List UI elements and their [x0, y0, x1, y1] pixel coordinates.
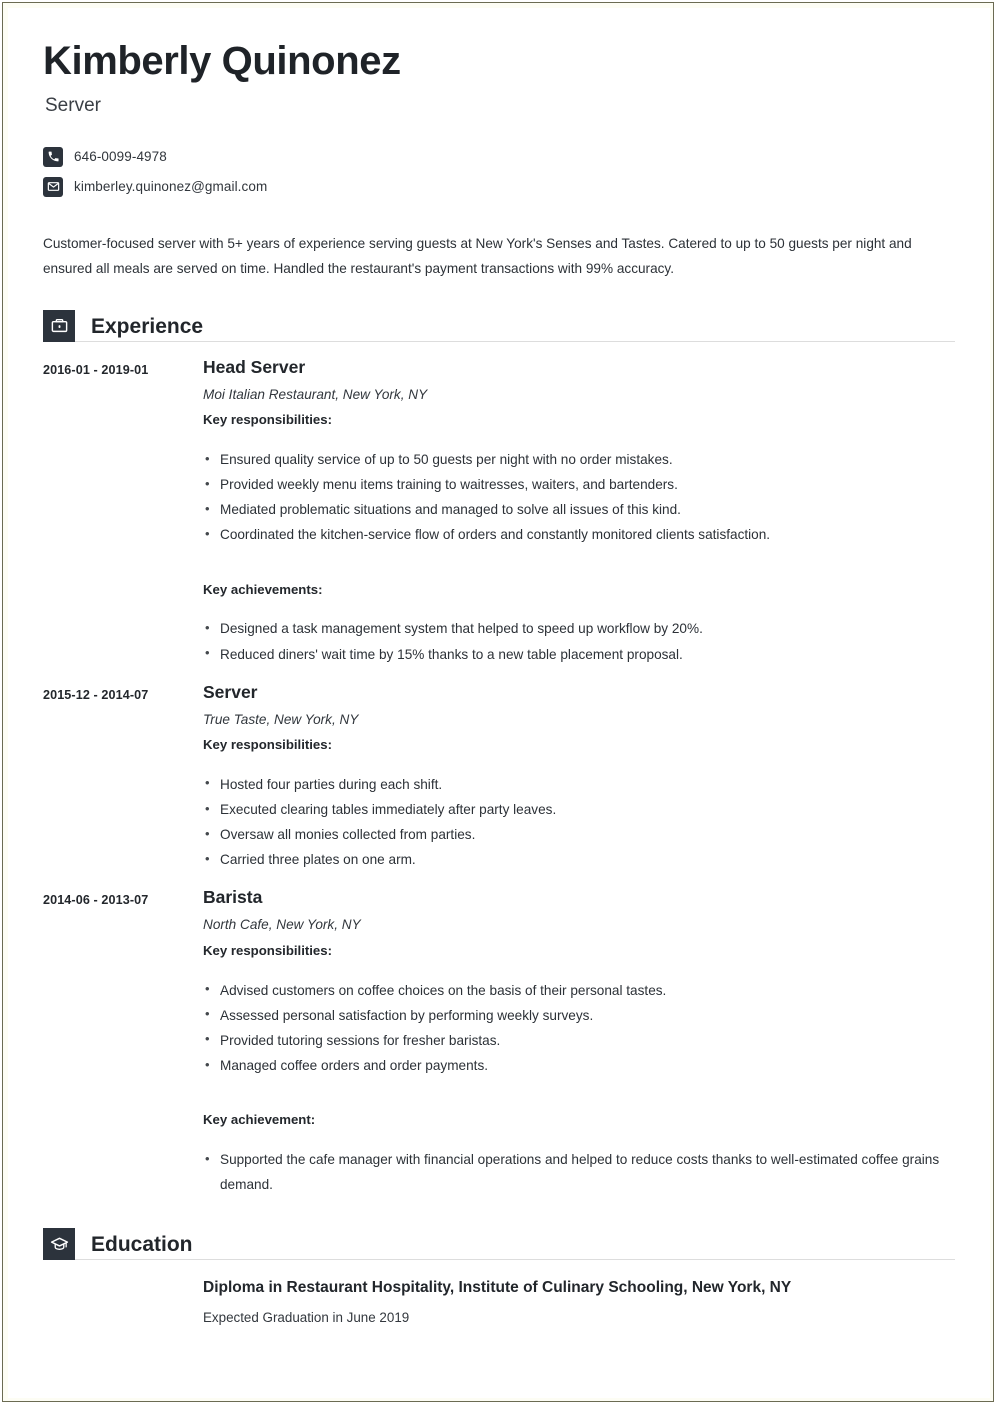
list-item: • Carried three plates on one arm. — [203, 847, 955, 872]
page-title: Kimberly Quinonez — [43, 39, 401, 83]
entry-dates: 2016-01 - 2019-01 — [43, 362, 149, 377]
resume-sheet — [3, 3, 994, 1402]
list-item: • Oversaw all monies collected from parties. — [203, 822, 955, 847]
education-degree: Diploma in Restaurant Hospitality, Institute of Culinary Schooling, New York, NY — [203, 1279, 792, 1297]
entry-body — [203, 357, 955, 667]
contact-row-phone[interactable] — [43, 144, 955, 170]
briefcase-icon — [43, 310, 75, 342]
entry-role: Server — [203, 681, 258, 702]
responsibilities-list — [203, 447, 955, 548]
experience-entry — [43, 682, 955, 873]
achievements-label: Key achievement: — [203, 1112, 316, 1128]
entry-company: North Cafe, New York, NY — [203, 917, 361, 933]
header-job-title: Server — [45, 95, 101, 116]
entry-body — [203, 887, 955, 1197]
professional-summary: Customer-focused server with 5+ years of experience serving guests at New York's Senses and Tastes. Catered to up to 50 guests per night and ensured all meals are served on time. Handled the restaurant's payment transactions with 99% accuracy. — [43, 235, 912, 277]
education-body — [203, 1278, 955, 1326]
contact-list — [43, 144, 955, 200]
phone-icon — [43, 147, 63, 167]
entry-dates: 2015-12 - 2014-07 — [43, 687, 149, 702]
section-header-education — [43, 1222, 955, 1260]
education-detail: Expected Graduation in June 2019 — [203, 1309, 410, 1325]
list-item: • Hosted four parties during each shift. — [203, 772, 955, 797]
responsibilities-list — [203, 978, 955, 1079]
phone-number: 646-0099-4978 — [74, 149, 167, 165]
graduation-cap-icon — [43, 1228, 75, 1260]
achievements-list — [203, 1147, 955, 1197]
list-item: • Designed a task management system that helped to speed up workflow by 20%. — [203, 616, 955, 641]
experience-entry — [43, 357, 955, 667]
list-item: • Managed coffee orders and order payments. — [203, 1053, 955, 1078]
list-item: • Coordinated the kitchen-service flow of orders and constantly monitored clients satisfaction. — [203, 522, 955, 547]
section-title-education: Education — [91, 1233, 193, 1257]
responsibilities-label: Key responsibilities: — [203, 412, 332, 428]
section-title-experience: Experience — [91, 314, 204, 338]
list-item: • Supported the cafe manager with financial operations and helped to reduce costs thanks to well-estimated coffee grains demand. — [203, 1147, 943, 1197]
entry-company: Moi Italian Restaurant, New York, NY — [203, 386, 428, 402]
responsibilities-list — [203, 772, 955, 873]
education-entry — [43, 1278, 955, 1326]
entry-body — [203, 682, 955, 873]
education-date-spacer — [43, 1278, 203, 1326]
achievements-label: Key achievements: — [203, 581, 323, 597]
entry-dates: 2014-06 - 2013-07 — [43, 893, 149, 908]
list-item: • Advised customers on coffee choices on the basis of their personal tastes. — [203, 978, 955, 1003]
list-item: • Provided tutoring sessions for fresher baristas. — [203, 1028, 955, 1053]
contact-row-email[interactable] — [43, 174, 955, 200]
email-address: kimberley.quinonez@gmail.com — [74, 179, 268, 195]
envelope-icon — [43, 177, 63, 197]
entry-role: Head Server — [203, 356, 306, 377]
entry-company: True Taste, New York, NY — [203, 711, 359, 727]
list-item: • Executed clearing tables immediately after party leaves. — [203, 797, 955, 822]
responsibilities-label: Key responsibilities: — [203, 737, 332, 753]
section-header-experience — [43, 304, 955, 342]
achievements-list — [203, 616, 955, 666]
resume-page — [2, 2, 994, 1402]
list-item: • Mediated problematic situations and managed to solve all issues of this kind. — [203, 497, 955, 522]
responsibilities-label: Key responsibilities: — [203, 942, 332, 958]
experience-entry — [43, 887, 955, 1197]
list-item: • Reduced diners' wait time by 15% thanks to a new table placement proposal. — [203, 642, 955, 667]
section-underline — [75, 341, 955, 342]
list-item: • Ensured quality service of up to 50 guests per night with no order mistakes. — [203, 447, 955, 472]
entry-role: Barista — [203, 887, 263, 908]
section-underline — [75, 1259, 955, 1260]
list-item: • Provided weekly menu items training to waitresses, waiters, and bartenders. — [203, 472, 955, 497]
list-item: • Assessed personal satisfaction by performing weekly surveys. — [203, 1003, 955, 1028]
